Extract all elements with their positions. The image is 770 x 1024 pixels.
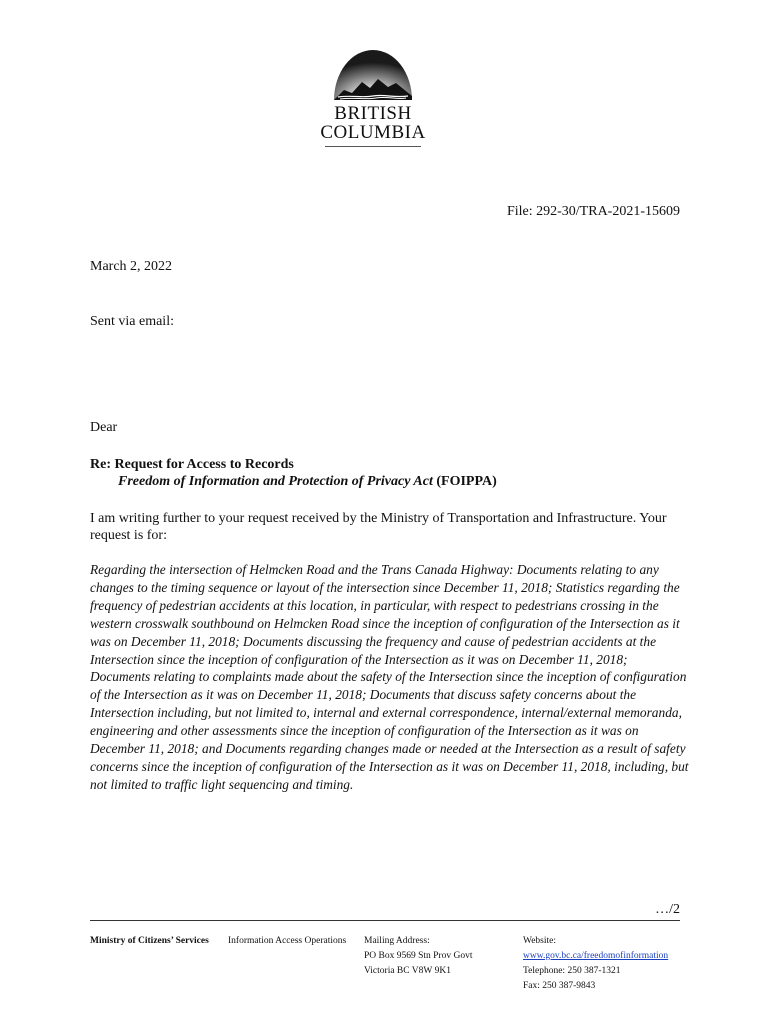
mailing-line-2: Victoria BC V8W 9K1 — [364, 966, 451, 976]
footer-office: Information Access Operations — [228, 936, 347, 946]
re-subject: Re: Request for Access to Records — [90, 457, 294, 472]
sent-via-line: Sent via email: — [90, 314, 174, 329]
logo-text-columbia: COLUMBIA — [320, 122, 426, 143]
salutation: Dear — [90, 420, 118, 435]
logo-text-british: BRITISH — [334, 103, 412, 124]
fax: Fax: 250 387-9843 — [523, 981, 596, 991]
mailing-line-1: PO Box 9569 Stn Prov Govt — [364, 951, 473, 961]
re-act-name: Freedom of Information and Protection of Privacy Act — [118, 474, 433, 489]
intro-paragraph: I am writing further to your request received by the Ministry of Transportation and Infrastructure. Your request is for: — [90, 511, 667, 543]
re-act-abbrev: (FOIPPA) — [432, 474, 497, 489]
telephone: Telephone: 250 387-1321 — [523, 966, 621, 976]
website-label: Website: — [523, 936, 557, 946]
footer-ministry: Ministry of Citizens’ Services — [90, 936, 209, 946]
footer-divider — [90, 920, 680, 921]
mailing-label: Mailing Address: — [364, 936, 430, 946]
bc-logo — [313, 46, 433, 146]
file-reference: File: 292-30/TRA-2021-15609 — [506, 204, 680, 219]
re-heading — [90, 456, 497, 490]
website-link[interactable]: www.gov.bc.ca/freedomofinformation — [523, 951, 669, 961]
re-act-line — [118, 473, 497, 490]
footer-contact — [523, 934, 668, 994]
logo-underline — [325, 146, 421, 147]
letter-date: March 2, 2022 — [90, 259, 173, 274]
bc-sun-mountain-icon — [332, 46, 414, 102]
request-text: Regarding the intersection of Helmcken Road and the Trans Canada Highway: Documents relating to any changes to the timing sequence or layout of the intersection since December 11, 2018; Statistics regarding the frequency of pedestrian accidents at this location, in particular, with respect to pedestrians crossing in the western crosswalk southbound on Helmcken Road since the inception of configuration of the Intersection as it was on December 11, 2018; Documents discussing the frequency and cause of pedestrian accidents at the Intersection since the inception of configuration of the Intersection as it was on December 11, 2018; Documents relating to complaints made about the safety of the Intersection since the inception of configuration of the Intersection as it was on December 11, 2018; Documents that discuss safety concerns about the Intersection including, but not limited to, internal and external correspondence, internal/external memoranda, engineering and other assessments since the inception of configuration of the Intersection as it was on December 11, 2018; and Documents regarding changes made or needed at the Intersection as a result of safety concerns since the inception of configuration of the Intersection as it was on December 11, 2018, including, but not limited to traffic light sequencing and timing. — [90, 562, 689, 792]
footer-mailing-address — [364, 934, 472, 979]
page-continuation: …/2 — [655, 902, 680, 917]
